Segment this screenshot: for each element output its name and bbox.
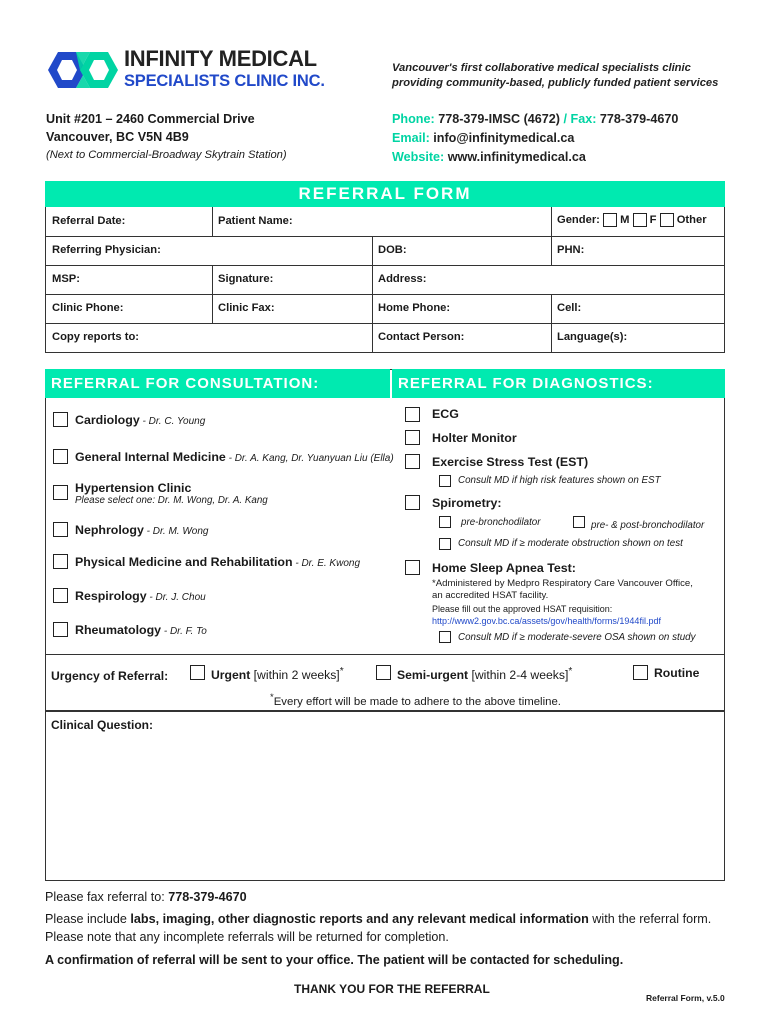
signature-field[interactable]: Signature: <box>218 273 274 285</box>
routine-checkbox[interactable] <box>633 665 648 680</box>
cardiology-option: Cardiology - Dr. C. Young <box>75 413 206 427</box>
clinic-address: Unit #201 – 2460 Commercial Drive Vancouver, BC V5N 4B9 <box>46 112 255 144</box>
home-phone-field[interactable]: Home Phone: <box>378 302 451 314</box>
referral-form-title: REFERRAL FORM <box>298 184 472 203</box>
referral-form-banner <box>45 181 725 207</box>
pre-post-broncho-checkbox[interactable] <box>573 516 585 528</box>
urgency-label: Urgency of Referral: <box>51 669 169 683</box>
rheumatology-option: Rheumatology - Dr. F. To <box>75 623 207 637</box>
est-consult-checkbox[interactable] <box>439 475 451 487</box>
physical-medicine-option: Physical Medicine and Rehabilitation - Dr. E. Kwong <box>75 555 361 569</box>
thank-you: THANK YOU FOR THE REFERRAL <box>294 982 490 996</box>
hypertension-option: Hypertension Clinic <box>75 481 192 495</box>
routine-option: Routine <box>654 666 700 680</box>
pre-broncho-checkbox[interactable] <box>439 516 451 528</box>
brand-name: INFINITY MEDICAL <box>124 46 317 71</box>
spirometry-checkbox[interactable] <box>405 495 420 510</box>
nephrology-option: Nephrology - Dr. M. Wong <box>75 523 209 537</box>
holter-option: Holter Monitor <box>432 431 517 445</box>
sleep-note: *Administered by Medpro Respiratory Care Vancouver Office, an accredited HSAT facility. <box>432 578 693 601</box>
address-field[interactable]: Address: <box>378 273 427 285</box>
address-note: (Next to Commercial-Broadway Skytrain Station) <box>46 149 287 161</box>
ecg-option: ECG <box>432 407 459 421</box>
include-instruction: Please include labs, imaging, other diagnostic reports and any relevant medical information with the referral form. <box>45 912 712 926</box>
form-version: Referral Form, v.5.0 <box>646 993 725 1003</box>
gender-m-checkbox[interactable] <box>603 213 617 227</box>
hypertension-note: Please select one: Dr. M. Wong, Dr. A. Kang <box>75 495 268 506</box>
diagnostics-header: REFERRAL FOR DIAGNOSTICS: <box>392 369 725 398</box>
clinic-contact: Phone: 778-379-IMSC (4672) / Fax: 778-379-4670 Email: info@infinitymedical.ca Website: www.infinitymedical.ca <box>392 112 679 164</box>
infinity-logo-icon <box>46 50 120 90</box>
urgent-option: Urgent [within 2 weeks]* <box>211 666 344 683</box>
copy-reports-field[interactable]: Copy reports to: <box>52 331 140 343</box>
fax-instruction: Please fax referral to: 778-379-4670 <box>45 890 247 904</box>
cardiology-checkbox[interactable] <box>53 412 68 427</box>
gender-field: Gender: M F Other <box>557 213 707 226</box>
spiro-consult-checkbox[interactable] <box>439 538 451 550</box>
est-consult-label: Consult MD if high risk features shown on EST <box>458 475 661 486</box>
referral-section <box>45 369 725 655</box>
physical-medicine-checkbox[interactable] <box>53 554 68 569</box>
holter-checkbox[interactable] <box>405 430 420 445</box>
consultation-header: REFERRAL FOR CONSULTATION: <box>45 369 390 398</box>
hypertension-checkbox[interactable] <box>53 485 68 500</box>
brand-subtitle: SPECIALISTS CLINIC INC. <box>124 72 325 90</box>
gender-f-checkbox[interactable] <box>633 213 647 227</box>
contact-person-field[interactable]: Contact Person: <box>378 331 465 343</box>
clinic-phone-field[interactable]: Clinic Phone: <box>52 302 124 314</box>
pre-post-broncho-label: pre- & post-bronchodilator <box>591 520 705 531</box>
cell-field[interactable]: Cell: <box>557 302 582 314</box>
referring-physician-field[interactable]: Referring Physician: <box>52 244 161 256</box>
est-option: Exercise Stress Test (EST) <box>432 455 589 469</box>
nephrology-checkbox[interactable] <box>53 522 68 537</box>
incomplete-note: Please note that any incomplete referrals will be returned for completion. <box>45 930 449 944</box>
tagline: Vancouver's first collaborative medical specialists clinic providing community-based, publicly funded patient services <box>392 62 719 89</box>
sleep-requisition-note: Please fill out the approved HSAT requisition: <box>432 604 613 614</box>
patient-info-grid <box>45 207 725 353</box>
ecg-checkbox[interactable] <box>405 407 420 422</box>
clinic-fax-field[interactable]: Clinic Fax: <box>218 302 275 314</box>
urgent-checkbox[interactable] <box>190 665 205 680</box>
patient-name-field[interactable]: Patient Name: <box>218 215 293 227</box>
respirology-option: Respirology - Dr. J. Chou <box>75 589 206 603</box>
dob-field[interactable]: DOB: <box>378 244 407 256</box>
website-link[interactable]: www.infinitymedical.ca <box>447 150 586 164</box>
confirmation-note: A confirmation of referral will be sent to your office. The patient will be contacted for scheduling. <box>45 953 624 967</box>
sleep-apnea-checkbox[interactable] <box>405 560 420 575</box>
pre-broncho-label: pre-bronchodilator <box>461 517 541 528</box>
sleep-consult-checkbox[interactable] <box>439 631 451 643</box>
semi-urgent-option: Semi-urgent [within 2-4 weeks]* <box>397 666 573 683</box>
spiro-consult-label: Consult MD if ≥ moderate obstruction shown on test <box>458 538 683 549</box>
rheumatology-checkbox[interactable] <box>53 622 68 637</box>
internal-medicine-option: General Internal Medicine - Dr. A. Kang, Dr. Yuanyuan Liu (Ella) <box>75 450 394 464</box>
phn-field[interactable]: PHN: <box>557 244 585 256</box>
msp-field[interactable]: MSP: <box>52 273 80 285</box>
email-link[interactable]: info@infinitymedical.ca <box>433 131 575 145</box>
clinical-question-label: Clinical Question: <box>51 718 154 732</box>
sleep-apnea-option: Home Sleep Apnea Test: <box>432 561 576 575</box>
semi-urgent-checkbox[interactable] <box>376 665 391 680</box>
gender-other-checkbox[interactable] <box>660 213 674 227</box>
internal-medicine-checkbox[interactable] <box>53 449 68 464</box>
hsat-requisition-link[interactable]: http://www2.gov.bc.ca/assets/gov/health/forms/1944fil.pdf <box>432 616 661 626</box>
est-checkbox[interactable] <box>405 454 420 469</box>
languages-field[interactable]: Language(s): <box>557 331 628 343</box>
spirometry-option: Spirometry: <box>432 496 502 510</box>
referral-date-field[interactable]: Referral Date: <box>52 215 126 227</box>
respirology-checkbox[interactable] <box>53 588 68 603</box>
clinical-question-field[interactable] <box>45 711 725 881</box>
urgency-note: *Every effort will be made to adhere to the above timeline. <box>270 692 561 708</box>
sleep-consult-label: Consult MD if ≥ moderate-severe OSA shown on study <box>458 632 696 643</box>
